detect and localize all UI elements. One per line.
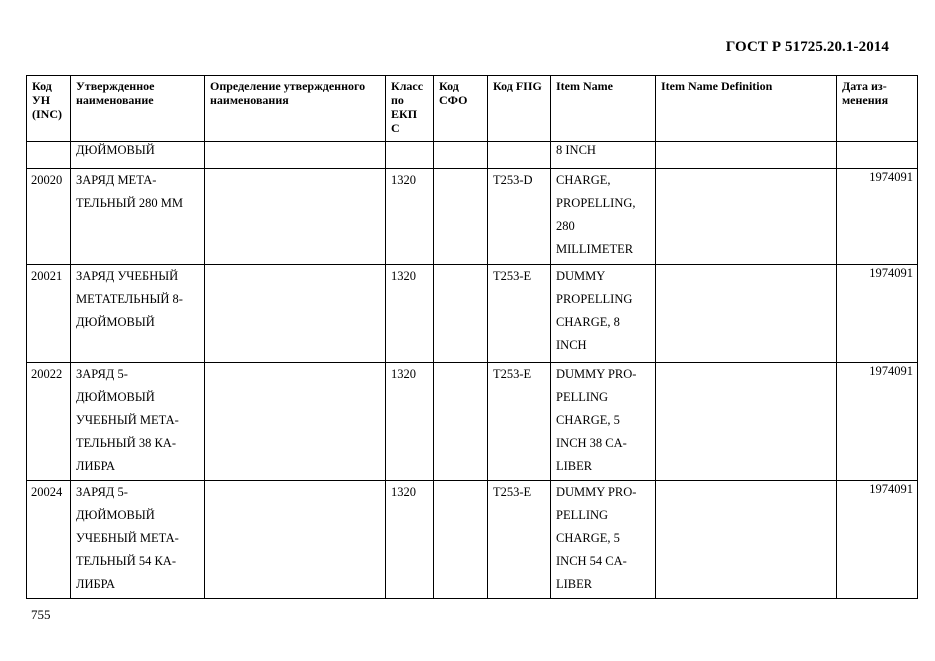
cell-inc: 20021 <box>27 265 71 363</box>
cell-item-name-definition <box>656 481 837 599</box>
cell-fiig: T253-E <box>488 363 551 481</box>
cell-item-name: DUMMY PRO- PELLING CHARGE, 5 INCH 54 CA- LIBER <box>551 481 656 599</box>
cell-item-name: DUMMY PRO- PELLING CHARGE, 5 INCH 38 CA- LIBER <box>551 363 656 481</box>
cell-class <box>386 142 434 169</box>
cell-item-name: CHARGE, PROPELLING, 280 MILLIMETER <box>551 169 656 265</box>
cell-inc: 20020 <box>27 169 71 265</box>
cell-item-name-definition <box>656 363 837 481</box>
table-row <box>27 481 918 599</box>
column-header-item-name-definition: Item Name Definition <box>656 76 837 142</box>
cell-item-name-definition <box>656 169 837 265</box>
cell-class: 1320 <box>386 481 434 599</box>
cell-inc: 20024 <box>27 481 71 599</box>
cell-change-date: 1974091 <box>837 265 918 363</box>
cell-fiig <box>488 142 551 169</box>
cell-approved-name: ЗАРЯД 5- ДЮЙМОВЫЙ УЧЕБНЫЙ МЕТА- ТЕЛЬНЫЙ 54 КА- ЛИБРА <box>71 481 205 599</box>
column-header-item-name: Item Name <box>551 76 656 142</box>
cell-change-date <box>837 142 918 169</box>
column-header-approved-name: Утвержденное наименование <box>71 76 205 142</box>
table-row <box>27 169 918 265</box>
cell-change-date: 1974091 <box>837 363 918 481</box>
cell-fiig: T253-E <box>488 265 551 363</box>
cell-sfo <box>434 481 488 599</box>
cell-name-definition <box>205 481 386 599</box>
table-header-row <box>27 76 918 142</box>
cell-item-name-definition <box>656 265 837 363</box>
cell-class: 1320 <box>386 169 434 265</box>
cell-item-name: 8 INCH <box>551 142 656 169</box>
table-row <box>27 363 918 481</box>
cell-item-name: DUMMY PROPELLING CHARGE, 8 INCH <box>551 265 656 363</box>
cell-fiig: T253-D <box>488 169 551 265</box>
column-header-change-date: Дата из- менения <box>837 76 918 142</box>
catalog-table <box>26 75 918 599</box>
column-header-name-definition: Определение утвержденного наименования <box>205 76 386 142</box>
cell-sfo <box>434 363 488 481</box>
page-number: 755 <box>31 607 51 622</box>
document-standard-title: ГОСТ Р 51725.20.1-2014 <box>725 39 889 55</box>
table-row <box>27 142 918 169</box>
cell-approved-name: ЗАРЯД МЕТА- ТЕЛЬНЫЙ 280 ММ <box>71 169 205 265</box>
cell-class: 1320 <box>386 265 434 363</box>
cell-sfo <box>434 142 488 169</box>
cell-approved-name: ЗАРЯД 5- ДЮЙМОВЫЙ УЧЕБНЫЙ МЕТА- ТЕЛЬНЫЙ 38 КА- ЛИБРА <box>71 363 205 481</box>
cell-inc: 20022 <box>27 363 71 481</box>
cell-item-name-definition <box>656 142 837 169</box>
table-row <box>27 265 918 363</box>
cell-sfo <box>434 169 488 265</box>
column-header-fiig: Код FIIG <box>488 76 551 142</box>
cell-name-definition <box>205 169 386 265</box>
column-header-class: Класс по ЕКП С <box>386 76 434 142</box>
cell-name-definition <box>205 265 386 363</box>
cell-change-date: 1974091 <box>837 481 918 599</box>
cell-approved-name: ЗАРЯД УЧЕБНЫЙ МЕТАТЕЛЬНЫЙ 8- ДЮЙМОВЫЙ <box>71 265 205 363</box>
cell-class: 1320 <box>386 363 434 481</box>
cell-name-definition <box>205 363 386 481</box>
column-header-sfo: Код СФО <box>434 76 488 142</box>
column-header-inc: Код УН (INC) <box>27 76 71 142</box>
cell-approved-name: ДЮЙМОВЫЙ <box>71 142 205 169</box>
cell-change-date: 1974091 <box>837 169 918 265</box>
cell-fiig: T253-E <box>488 481 551 599</box>
cell-inc <box>27 142 71 169</box>
cell-sfo <box>434 265 488 363</box>
cell-name-definition <box>205 142 386 169</box>
